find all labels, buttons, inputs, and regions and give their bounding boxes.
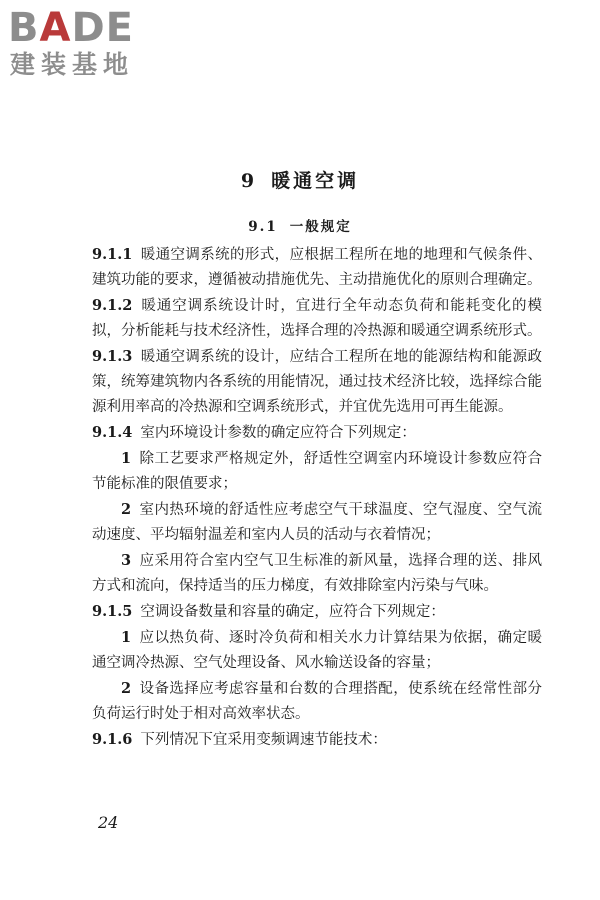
logo-letter-a: A <box>39 5 72 51</box>
clause-text: 下列情况下宜采用变频调速节能技术： <box>140 732 387 748</box>
logo-subtitle: 建装基地 <box>10 50 135 79</box>
clause-9-1-4 <box>92 420 542 446</box>
clause-9-1-5-item-1 <box>92 625 542 676</box>
section-title-text: 一般规定 <box>289 219 352 235</box>
clause-9-1-4-item-3 <box>92 548 542 599</box>
logo-letter-b: B <box>8 5 40 51</box>
item-number: 2 <box>121 501 132 518</box>
logo-letter-d: D <box>71 5 106 51</box>
section-number: 9.1 <box>248 219 278 235</box>
item-number: 1 <box>121 450 132 467</box>
item-text: 除工艺要求严格规定外，舒适性空调室内环境设计参数应符合节能标准的限值要求； <box>92 451 542 492</box>
item-number: 2 <box>121 680 132 697</box>
item-number: 3 <box>121 552 132 569</box>
clause-text: 室内环境设计参数的确定应符合下列规定： <box>140 425 416 441</box>
clause-number: 9.1.6 <box>92 731 133 748</box>
chapter-number: 9 <box>240 170 258 192</box>
item-text: 室内热环境的舒适性应考虑空气干球温度、空气湿度、空气流动速度、平均辐射温差和室内人员的活动与衣着情况； <box>92 502 542 543</box>
clause-number: 9.1.2 <box>92 297 133 314</box>
logo-mark <box>8 6 178 50</box>
clause-text: 暖通空调系统的设计，应结合工程所在地的能源结构和能源政策，统筹建筑物内各系统的用能情况，通过技术经济比较，选择综合能源利用率高的冷热源和空调系统形式，并宜优先选用可再生能源。 <box>92 349 542 415</box>
section-title <box>0 215 600 235</box>
clause-9-1-2 <box>92 293 542 344</box>
clause-number: 9.1.5 <box>92 603 133 620</box>
clause-text: 暖通空调系统的形式，应根据工程所在地的地理和气候条件、建筑功能的要求，遵循被动措施优先、主动措施优化的原则合理确定。 <box>92 247 542 288</box>
item-text: 应以热负荷、逐时冷负荷和相关水力计算结果为依据，确定暖通空调冷热源、空气处理设备、风水输送设备的容量； <box>92 630 542 671</box>
clause-text: 暖通空调系统设计时，宜进行全年动态负荷和能耗变化的模拟，分析能耗与技术经济性，选择合理的冷热源和暖通空调系统形式。 <box>92 298 542 339</box>
item-text: 设备选择应考虑容量和台数的合理搭配，使系统在经常性部分负荷运行时处于相对高效率状态。 <box>92 681 542 722</box>
clause-list <box>92 242 542 753</box>
item-number: 1 <box>121 629 132 646</box>
clause-number: 9.1.4 <box>92 424 133 441</box>
clause-9-1-3 <box>92 344 542 420</box>
clause-9-1-5 <box>92 599 542 625</box>
clause-9-1-4-item-2 <box>92 497 542 548</box>
item-text: 应采用符合室内空气卫生标准的新风量，选择合理的送、排风方式和流向，保持适当的压力梯度，有效排除室内污染与气味。 <box>92 553 542 594</box>
clause-text: 空调设备数量和容量的确定，应符合下列规定： <box>140 604 445 620</box>
page-number: 24 <box>98 813 119 832</box>
clause-number: 9.1.1 <box>92 246 133 263</box>
chapter-title-text: 暖通空调 <box>271 170 360 192</box>
chapter-title <box>0 166 600 193</box>
clause-9-1-1 <box>92 242 542 293</box>
bade-watermark-logo <box>8 6 178 86</box>
clause-number: 9.1.3 <box>92 348 133 365</box>
clause-9-1-4-item-1 <box>92 446 542 497</box>
clause-9-1-5-item-2 <box>92 676 542 727</box>
logo-letter-e: E <box>105 5 134 51</box>
clause-9-1-6 <box>92 727 542 753</box>
